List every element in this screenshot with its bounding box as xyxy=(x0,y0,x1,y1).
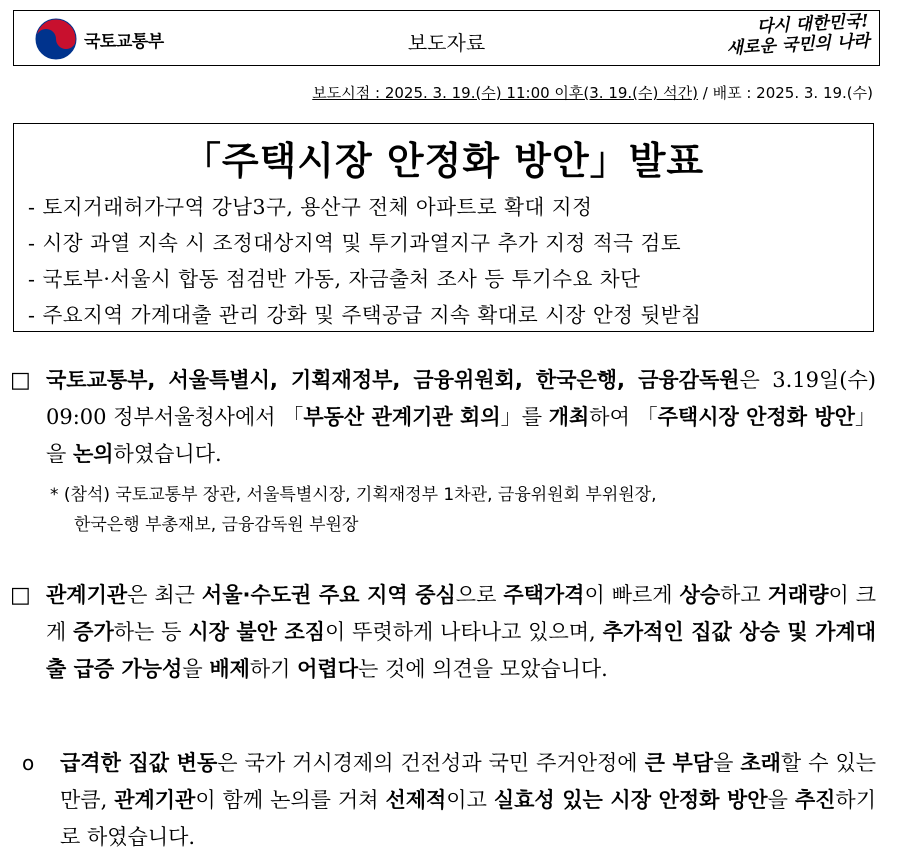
square-bullet-icon: □ xyxy=(10,368,31,393)
paragraph-body: 급격한 집값 변동은 국가 거시경제의 건전성과 국민 주거안정에 큰 부담을 초래할 수 있는 만큼, 관계기관이 함께 논의를 거쳐 선제적이고 실효성 있는 시장 안정화 방안을 추진하기로 하였습니다. xyxy=(60,751,877,849)
summary-list xyxy=(28,189,701,333)
square-bullet-icon: □ xyxy=(10,583,31,608)
title-box xyxy=(13,123,874,332)
circle-bullet-icon: o xyxy=(22,751,35,775)
distribution-date: 배포 : 2025. 3. 19.(수) xyxy=(712,84,873,102)
paragraph-plan xyxy=(22,745,876,856)
attendee-note xyxy=(50,480,657,540)
release-separator: / xyxy=(697,84,713,102)
logo-text: 국토교통부 xyxy=(84,31,164,52)
paragraph-body: 국토교통부, 서울특별시, 기획재정부, 금융위원회, 한국은행, 금융감독원은 3.19일(수) 09:00 정부서울청사에서 「부동산 관계기관 회의」를 개최하여 「주택시장 안정화 방안」을 논의하였습니다. xyxy=(46,368,876,466)
summary-item: - 국토부·서울시 합동 점검반 가동, 자금출처 조사 등 투기수요 차단 xyxy=(28,267,641,291)
summary-item: - 주요지역 가계대출 관리 강화 및 주택공급 지속 확대로 시장 안정 뒷받침 xyxy=(28,303,702,327)
slogan-line-2: 새로운 국민의 나라 xyxy=(725,31,870,59)
note-line-2: 한국은행 부총재보, 금융감독원 부원장 xyxy=(74,515,359,535)
page-title: 「주택시장 안정화 방안」발표 xyxy=(182,139,705,183)
release-info xyxy=(312,82,873,103)
slogan-line-1: 다시 대한민국! xyxy=(756,11,869,38)
summary-item: - 시장 과열 지속 시 조정대상지역 및 투기과열지구 추가 지정 적극 검토 xyxy=(28,231,682,255)
paragraph-meeting xyxy=(10,362,876,473)
document-type: 보도자료 xyxy=(407,31,486,55)
slogan xyxy=(725,11,870,58)
note-line-1: * (참석) 국토교통부 장관, 서울특별시장, 기획재정부 1차관, 금융위원회 부위원장, xyxy=(50,485,657,505)
summary-item: - 토지거래허가구역 강남3구, 용산구 전체 아파트로 확대 지정 xyxy=(28,195,593,219)
paragraph-body: 관계기관은 최근 서울·수도권 주요 지역 중심으로 주택가격이 빠르게 상승하고 거래량이 크게 증가하는 등 시장 불안 조짐이 뚜렷하게 나타나고 있으며, 추가적인 집값 상승 및 가계대출 급증 가능성을 배제하기 어렵다는 것에 의견을 모았습니다. xyxy=(46,583,877,681)
paragraph-assessment xyxy=(10,577,876,688)
embargo-time: 보도시점 : 2025. 3. 19.(수) 11:00 이후(3. 19.(수) 석간) xyxy=(312,84,698,102)
header-box xyxy=(13,10,880,66)
